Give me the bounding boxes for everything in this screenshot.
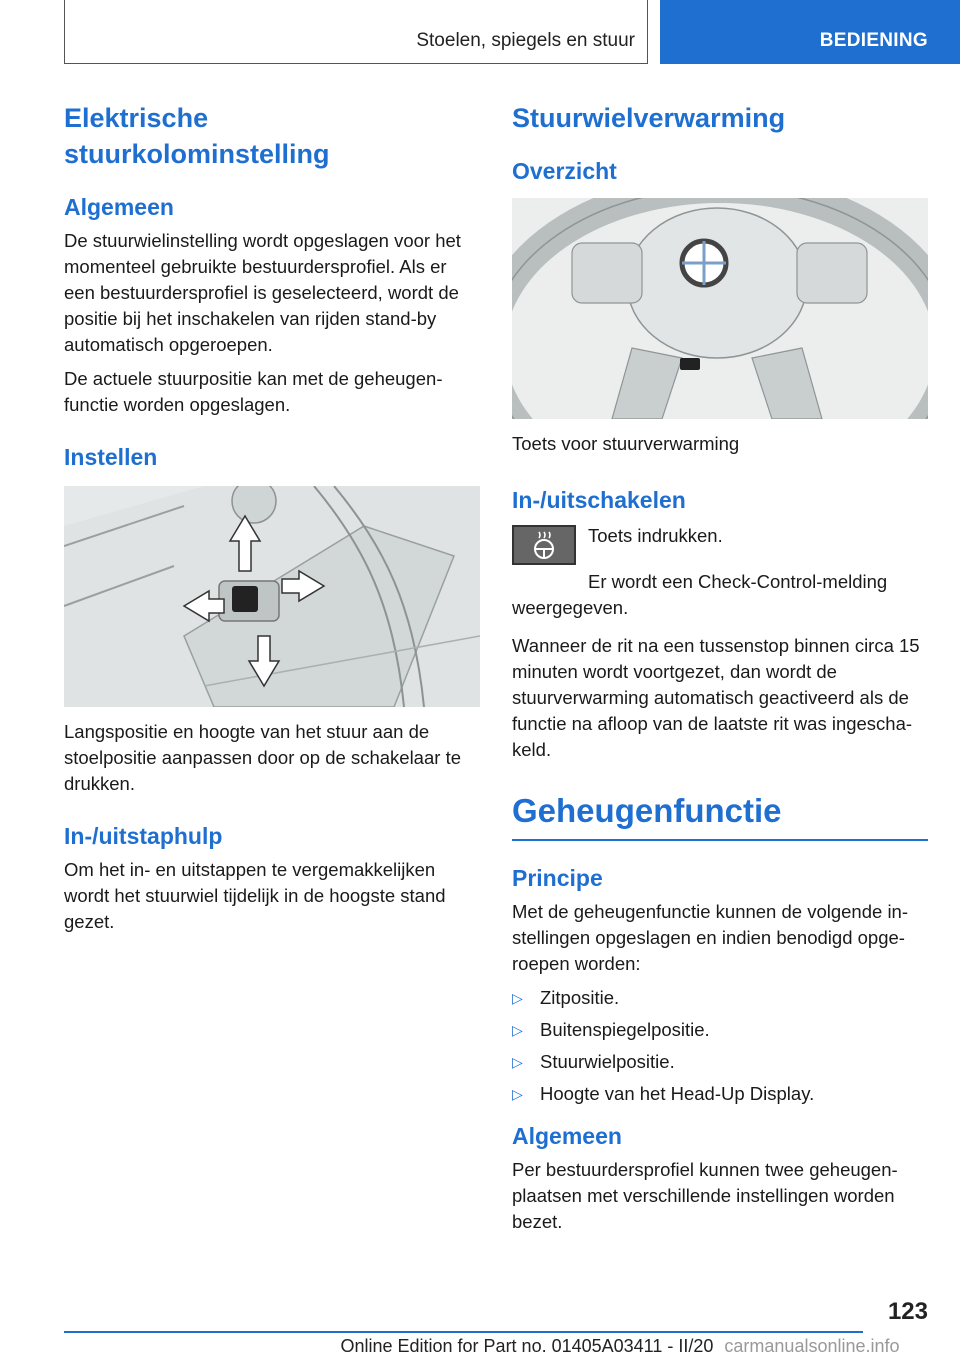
steering-column-switch-image bbox=[64, 486, 480, 707]
step-2: Er wordt een Check-Control-melding weergegeven. bbox=[512, 571, 888, 618]
heading-principe: Principe bbox=[512, 865, 603, 891]
section-tab[interactable] bbox=[660, 0, 960, 64]
paragraph-uitstaphulp: Om het in- en uitstappen te vergemakkelijken wordt het stuurwiel tijdelijk in de hoogste stand gezet. bbox=[64, 859, 446, 932]
list-item: ▷ Buitenspiegelpositie. bbox=[512, 1017, 928, 1043]
heated-wheel-glyph bbox=[529, 530, 559, 560]
heating-button-row bbox=[512, 523, 928, 565]
list-item: ▷ Stuurwielpositie. bbox=[512, 1049, 928, 1075]
section-label: BEDIENING bbox=[819, 30, 928, 51]
footer-divider bbox=[64, 1331, 863, 1333]
list-item: ▷ Zitpositie. bbox=[512, 985, 928, 1011]
chapter-title: Stoelen, spiegels en stuur bbox=[416, 30, 635, 51]
memory-settings-list bbox=[512, 985, 928, 1107]
steering-heating-button-icon bbox=[512, 525, 576, 565]
page-number: 123 bbox=[887, 1298, 928, 1325]
heading-stuurkolom: Elektrische stuurkolominstelling bbox=[64, 103, 330, 169]
heading-algemeen: Algemeen bbox=[64, 194, 174, 220]
watermark: carmanualsonline.info bbox=[724, 1336, 900, 1356]
step-1: Toets indrukken. bbox=[588, 525, 723, 546]
left-column bbox=[64, 100, 480, 935]
heading-instellen: Instellen bbox=[64, 444, 158, 470]
bullet-icon: ▷ bbox=[512, 1086, 523, 1102]
bullet-icon: ▷ bbox=[512, 1022, 523, 1038]
steering-column-illustration bbox=[64, 486, 480, 707]
heading-uitstaphulp: In-/uitstaphulp bbox=[64, 823, 223, 849]
paragraph-algemeen-2: De actuele stuurpositie kan met de geheugenfunctie worden opgeslagen. bbox=[64, 368, 443, 415]
caption-instellen: Langspositie en hoogte van het stuur aan de stoelpositie aanpassen door op de schakelaar te drukken. bbox=[64, 721, 461, 794]
edition-label: Online Edition for Part no. 01405A03411 - II/20 bbox=[340, 1336, 714, 1356]
caption-overzicht: Toets voor stuurverwarming bbox=[512, 433, 740, 454]
steering-wheel-illustration bbox=[512, 198, 928, 419]
step-1-block bbox=[588, 523, 723, 565]
heading-inuitschakelen: In-/uitschakelen bbox=[512, 487, 686, 513]
heading-geheugenfunctie: Geheugenfunctie bbox=[512, 789, 928, 841]
paragraph-algemeen-1: De stuurwielinstelling wordt opgeslagen voor het momenteel gebruikte bestuurdersprofiel. Als er een bestuurdersprofiel is geselecteerd, wordt de positie bij het inschakelen van rijden stand-by automatisch opgeroepen. bbox=[64, 230, 461, 355]
header-frame bbox=[64, 0, 648, 64]
paragraph-principe: Met de geheugenfunctie kunnen de volgende instellingen opgeslagen en indien benodigd opgeroepen worden: bbox=[512, 901, 909, 974]
paragraph-algemeen-geheugen: Per bestuurdersprofiel kunnen twee geheugenplaatsen met verschillende instellingen worden bezet. bbox=[512, 1159, 898, 1232]
steering-wheel-image bbox=[512, 198, 928, 419]
bullet-icon: ▷ bbox=[512, 990, 523, 1006]
heading-stuurwielverwarming: Stuurwielverwarming bbox=[512, 103, 786, 133]
footer-edition bbox=[0, 1336, 960, 1357]
right-column bbox=[512, 100, 928, 1235]
paragraph-tussenstop: Wanneer de rit na een tussenstop binnen circa 15 minuten wordt voortgezet, dan wordt de stuurverwarming automatisch geactiveerd als de functie na afloop van de laatste rit was ingeschakeld. bbox=[512, 635, 920, 760]
heading-overzicht: Overzicht bbox=[512, 158, 617, 184]
list-item: ▷ Hoogte van het Head-Up Display. bbox=[512, 1081, 928, 1107]
heading-algemeen-geheugen: Algemeen bbox=[512, 1123, 622, 1149]
bullet-icon: ▷ bbox=[512, 1054, 523, 1070]
